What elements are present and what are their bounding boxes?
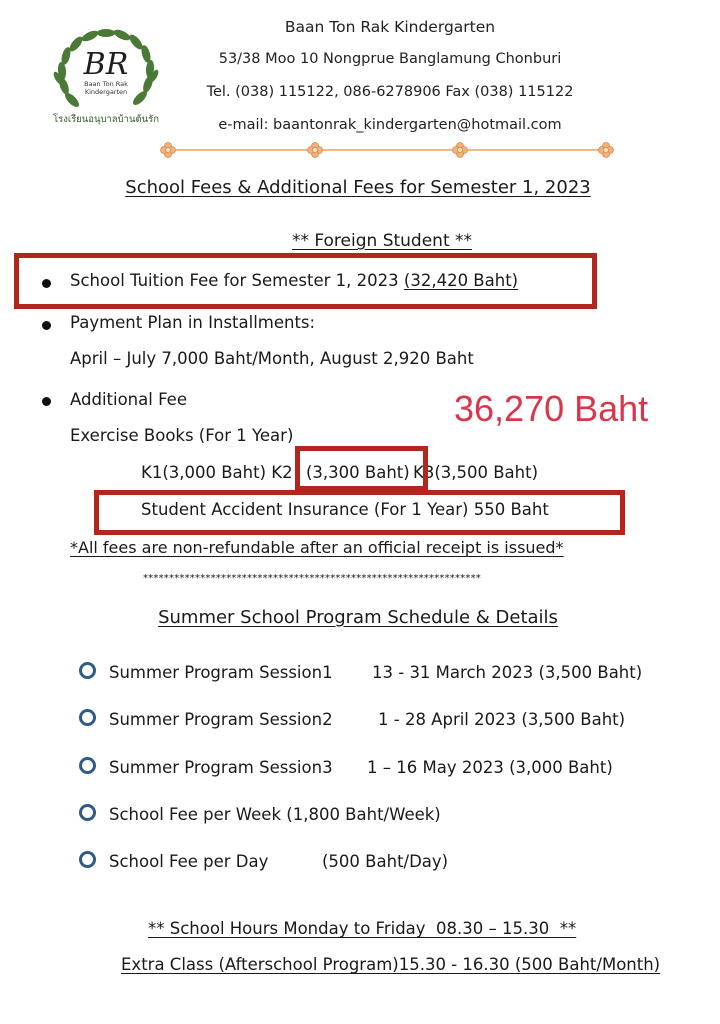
summer-item-label: Summer Program Session3: [109, 758, 333, 777]
installments-detail: April – July 7,000 Baht/Month, August 2,920 Baht: [70, 349, 474, 368]
school-phone: Tel. (038) 115122, 086-6278906 Fax (038) 115122: [206, 84, 574, 100]
refund-note: *All fees are non-refundable after an official receipt is issued*: [70, 538, 564, 557]
school-hours: ** School Hours Monday to Friday 08.30 – 15.30 **: [148, 919, 577, 938]
page-subtitle: ** Foreign Student **: [291, 231, 473, 251]
summer-item-label: School Fee per Week (1,800 Baht/Week): [109, 805, 441, 824]
k2-fee: (3,300 Baht): [306, 463, 410, 482]
tuition-amount: (32,420 Baht): [403, 271, 519, 290]
star-separator: *****************************************************************: [143, 573, 481, 584]
installments-label: Payment Plan in Installments:: [70, 313, 316, 332]
page-title: School Fees & Additional Fees for Semester 1, 2023: [125, 177, 591, 198]
k1-fee: K1(3,000 Baht) K2: [141, 463, 293, 482]
school-email: e-mail: baantonrak_kindergarten@hotmail.com: [218, 117, 562, 133]
handwritten-total-annotation: 36,270 Baht: [454, 388, 649, 429]
flower-icon: [599, 143, 614, 158]
circle-bullet-icon: [79, 757, 96, 774]
svg-text:Kindergarten: Kindergarten: [84, 88, 128, 96]
summer-item-label: Summer Program Session2: [109, 710, 333, 729]
flower-icon: [308, 143, 323, 158]
summer-item-label: Summer Program Session1: [109, 663, 333, 682]
tuition-label: School Tuition Fee for Semester 1, 2023: [70, 271, 404, 290]
circle-bullet-icon: [79, 851, 96, 868]
summer-item-detail: 1 - 28 April 2023 (3,500 Baht): [378, 710, 626, 729]
summer-title: Summer School Program Schedule & Details: [158, 607, 558, 628]
extra-class: Extra Class (Afterschool Program)15.30 - 16.30 (500 Baht/Month): [121, 955, 661, 974]
bullet-icon: [42, 397, 51, 406]
flower-icon: [161, 143, 176, 158]
svg-text:โรงเรียนอนุบาลบ้านต้นรัก: โรงเรียนอนุบาลบ้านต้นรัก: [52, 114, 160, 125]
school-name: Baan Ton Rak Kindergarten: [284, 18, 496, 36]
summer-item-label: School Fee per Day: [109, 852, 269, 871]
svg-text:BR: BR: [83, 47, 129, 82]
summer-item-detail: (500 Baht/Day): [322, 852, 449, 871]
insurance-fee: Student Accident Insurance (For 1 Year) 550 Baht: [141, 500, 549, 519]
circle-bullet-icon: [79, 804, 96, 821]
flower-icon: [453, 143, 468, 158]
summer-item-detail: 1 – 16 May 2023 (3,000 Baht): [367, 758, 613, 777]
bullet-icon: [42, 321, 51, 330]
circle-bullet-icon: [79, 662, 96, 679]
exercise-books-label: Exercise Books (For 1 Year): [70, 426, 294, 445]
summer-item-detail: 13 - 31 March 2023 (3,500 Baht): [372, 663, 643, 682]
additional-fee-label: Additional Fee: [70, 390, 187, 409]
tuition-fee-line: [70, 271, 518, 290]
svg-text:Baan Ton Rak: Baan Ton Rak: [84, 80, 128, 88]
highlight-box-k2: [295, 446, 428, 491]
circle-bullet-icon: [79, 709, 96, 726]
school-address: 53/38 Moo 10 Nongprue Banglamung Chonburi: [218, 51, 562, 67]
school-logo: [44, 26, 174, 130]
decorative-divider: [150, 140, 620, 160]
k3-fee: K3(3,500 Baht): [413, 463, 539, 482]
bullet-icon: [42, 279, 51, 288]
